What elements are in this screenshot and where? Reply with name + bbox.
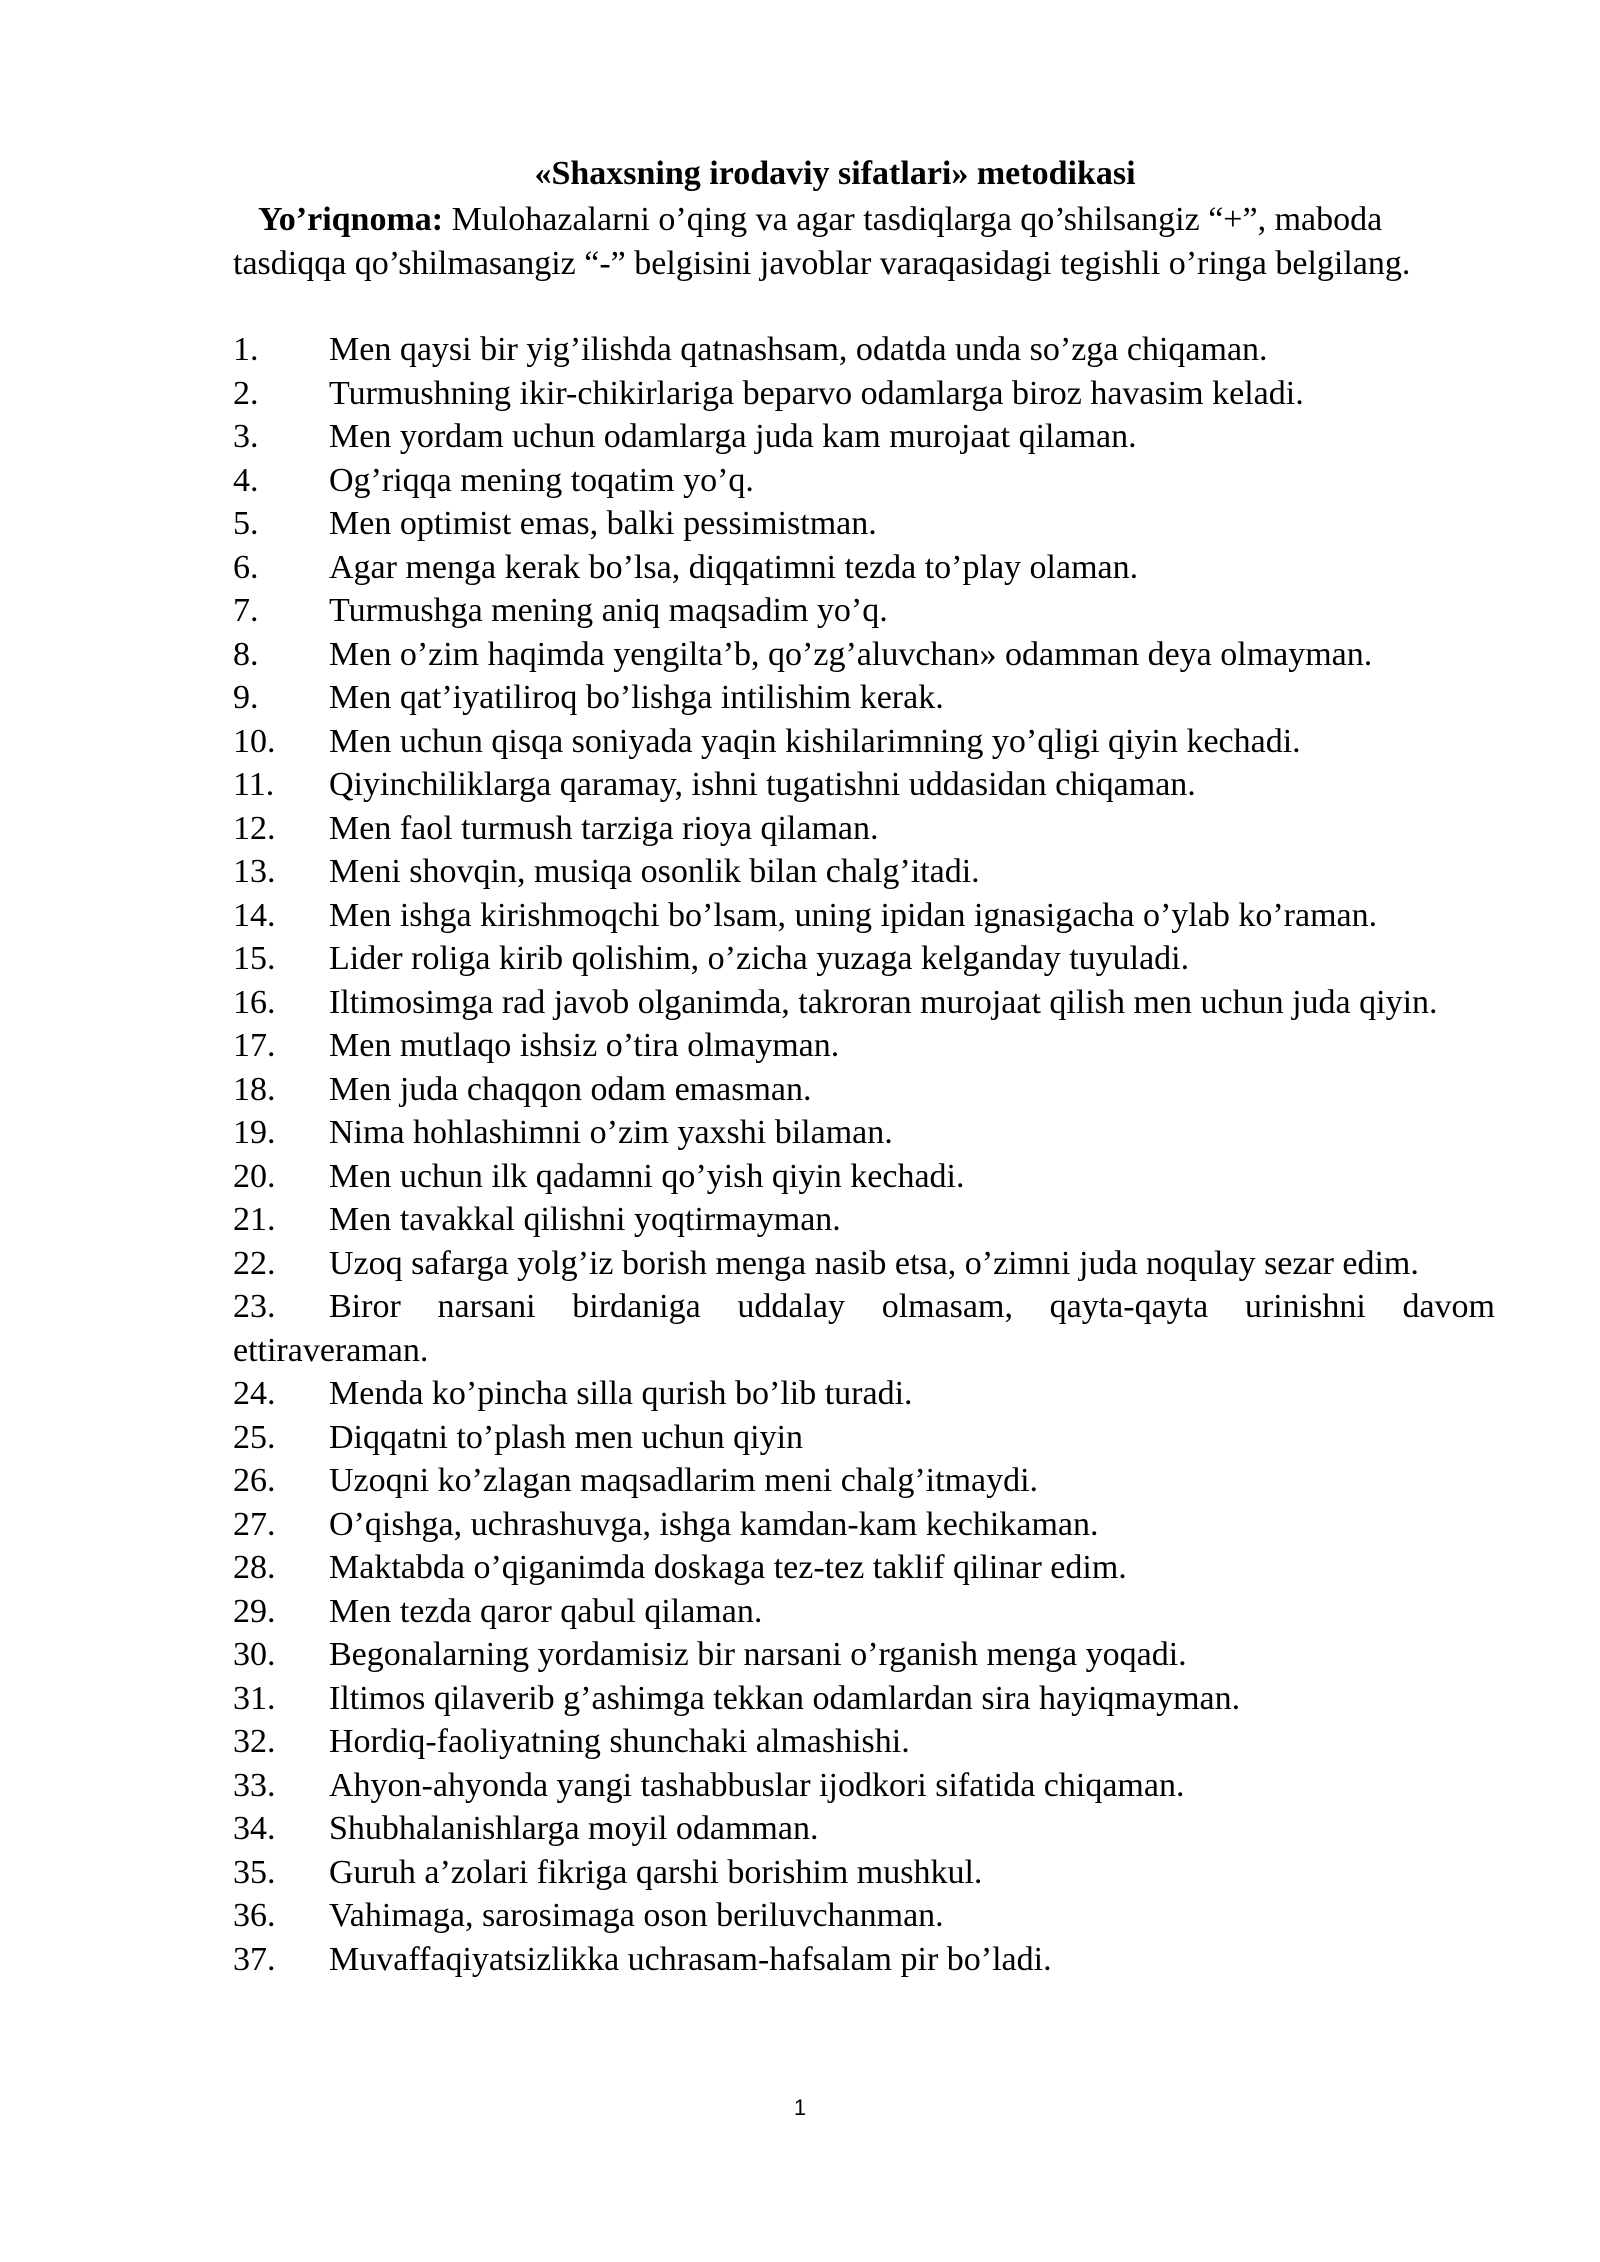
item-text: Maktabda o’qiganimda doskaga tez-tez taklif qilinar edim. [329,1549,1127,1586]
list-item [233,415,1495,459]
item-number: 20. [233,1157,276,1195]
item-number: 31. [233,1679,276,1717]
item-text: Men qaysi bir yig’ilishda qatnashsam, odatda unda so’zga chiqaman. [329,331,1268,368]
item-number: 12. [233,809,276,847]
item-text: Shubhalanishlarga moyil odamman. [329,1810,819,1847]
item-number: 7. [233,592,259,629]
item-number: 22. [233,1244,276,1282]
item-number: 18. [233,1070,276,1108]
list-item [233,981,1495,1025]
list-item [233,1807,1495,1851]
list-item [233,1068,1495,1112]
item-text: Men uchun ilk qadamni qo’yish qiyin kechadi. [329,1157,965,1195]
item-text: Begonalarning yordamisiz bir narsani o’rganish menga yoqadi. [329,1636,1187,1673]
item-text: Guruh a’zolari fikriga qarshi borishim mushkul. [329,1853,983,1891]
document-title: «Shaxsning irodaviy sifatlari» metodikasi [534,155,1136,192]
list-item [233,328,1495,372]
list-item [233,1372,1495,1416]
item-text: Men optimist emas, balki pessimistman. [329,505,877,542]
list-item [233,1459,1495,1503]
list-item [233,1416,1495,1460]
item-number: 36. [233,1897,276,1934]
list-item [233,850,1495,894]
item-text: Agar menga kerak bo’lsa, diqqatimni tezda to’play olaman. [329,548,1139,586]
item-number: 11. [233,766,275,803]
item-number: 6. [233,548,259,586]
list-item [233,1720,1495,1764]
item-text: Lider roliga kirib qolishim, o’zicha yuzaga kelganday tuyuladi. [329,940,1190,977]
item-number: 34. [233,1810,276,1847]
item-text: Men juda chaqqon odam emasman. [329,1070,812,1108]
item-number: 9. [233,679,259,716]
item-text: Qiyinchiliklarga qaramay, ishni tugatishni uddasidan chiqaman. [329,766,1196,803]
item-number: 13. [233,853,276,890]
list-item [233,1285,1495,1372]
list-item [233,1503,1495,1547]
item-number: 23. [233,1288,276,1325]
item-text: Men uchun qisqa soniyada yaqin kishilarimning yo’qligi qiyin kechadi. [329,722,1301,760]
item-number: 17. [233,1027,276,1064]
item-text: Muvaffaqiyatsizlikka uchrasam-hafsalam pir bo’ladi. [329,1940,1052,1978]
list-item [233,1242,1495,1286]
list-item [233,937,1495,981]
item-text: Men faol turmush tarziga rioya qilaman. [329,809,879,847]
list-item [233,1938,1495,1982]
item-number: 2. [233,374,259,412]
item-text: Hordiq-faoliyatning shunchaki almashishi. [329,1723,910,1760]
item-number: 21. [233,1201,276,1238]
item-text: Men tezda qaror qabul qilaman. [329,1592,763,1630]
item-number: 37. [233,1940,276,1978]
instruction-label: Yo’riqnoma: [258,201,444,238]
item-number: 5. [233,505,259,542]
list-item [233,502,1495,546]
item-text: O’qishga, uchrashuvga, ishga kamdan-kam kechikaman. [329,1505,1099,1543]
item-number: 26. [233,1462,276,1499]
item-number: 32. [233,1723,276,1760]
list-item [233,1155,1495,1199]
item-number: 10. [233,722,276,760]
item-number: 30. [233,1636,276,1673]
list-item [233,372,1495,416]
list-item [233,459,1495,503]
item-text: Og’riqqa mening toqatim yo’q. [329,461,754,499]
item-number: 28. [233,1549,276,1586]
item-number: 15. [233,940,276,977]
item-number: 16. [233,983,276,1021]
item-number: 8. [233,635,259,673]
question-list [233,328,1495,1981]
item-text: Diqqatni to’plash men uchun qiyin [329,1418,804,1456]
list-item [233,589,1495,633]
item-text: Nima hohlashimni o’zim yaxshi bilaman. [329,1114,893,1151]
list-item [233,763,1495,807]
item-text: Uzoq safarga yolg’iz borish menga nasib etsa, o’zimni juda noqulay sezar edim. [329,1244,1419,1282]
item-number: 4. [233,461,259,499]
item-number: 3. [233,418,259,455]
instruction-text: Mulohazalarni o’qing va agar tasdiqlarga qo’shilsangiz “+”, maboda tasdiqqa qo’shilmasangiz “-” belgisini javoblar varaqasidagi tegishli o’ringa belgilang. [233,201,1411,282]
item-number: 14. [233,896,276,934]
list-item [233,1590,1495,1634]
item-text: Iltimosimga rad javob olganimda, takroran murojaat qilish men uchun juda qiyin. [329,983,1438,1021]
page-number: 1 [793,2095,807,2120]
item-text: Ahyon-ahyonda yangi tashabbuslar ijodkori sifatida chiqaman. [329,1766,1185,1804]
list-item [233,1633,1495,1677]
list-item [233,1894,1495,1938]
instruction-paragraph [233,198,1495,285]
item-text: Men tavakkal qilishni yoqtirmayman. [329,1201,841,1238]
item-number: 29. [233,1592,276,1630]
item-text: Biror narsani birdaniga uddalay olmasam, qayta-qayta urinishni davom ettiraveraman. [233,1288,1495,1369]
item-text: Men yordam uchun odamlarga juda kam murojaat qilaman. [329,418,1137,455]
item-number: 1. [233,331,259,368]
item-text: Turmushning ikir-chikirlariga beparvo odamlarga biroz havasim keladi. [329,374,1304,412]
list-item [233,676,1495,720]
item-text: Iltimos qilaverib g’ashimga tekkan odamlardan sira hayiqmayman. [329,1679,1241,1717]
list-item [233,894,1495,938]
item-number: 24. [233,1375,276,1412]
item-text: Men ishga kirishmoqchi bo’lsam, uning ipidan ignasigacha o’ylab ko’raman. [329,896,1378,934]
list-item [233,633,1495,677]
item-number: 25. [233,1418,276,1456]
list-item [233,1677,1495,1721]
list-item [233,807,1495,851]
list-item [233,720,1495,764]
item-text: Menda ko’pincha silla qurish bo’lib turadi. [329,1375,913,1412]
item-text: Men qat’iyatiliroq bo’lishga intilishim kerak. [329,679,944,716]
item-text: Vahimaga, sarosimaga oson beriluvchanman. [329,1897,944,1934]
item-number: 27. [233,1505,276,1543]
item-number: 35. [233,1853,276,1891]
item-number: 33. [233,1766,276,1804]
item-text: Men mutlaqo ishsiz o’tira olmayman. [329,1027,840,1064]
list-item [233,1024,1495,1068]
item-text: Meni shovqin, musiqa osonlik bilan chalg’itadi. [329,853,980,890]
item-text: Uzoqni ko’zlagan maqsadlarim meni chalg’itmaydi. [329,1462,1039,1499]
list-item [233,1546,1495,1590]
list-item [233,546,1495,590]
list-item [233,1198,1495,1242]
item-text: Men o’zim haqimda yengilta’b, qo’zg’aluvchan» odamman deya olmayman. [329,635,1373,673]
item-text: Turmushga mening aniq maqsadim yo’q. [329,592,888,629]
item-number: 19. [233,1114,276,1151]
list-item [233,1764,1495,1808]
list-item [233,1851,1495,1895]
list-item [233,1111,1495,1155]
